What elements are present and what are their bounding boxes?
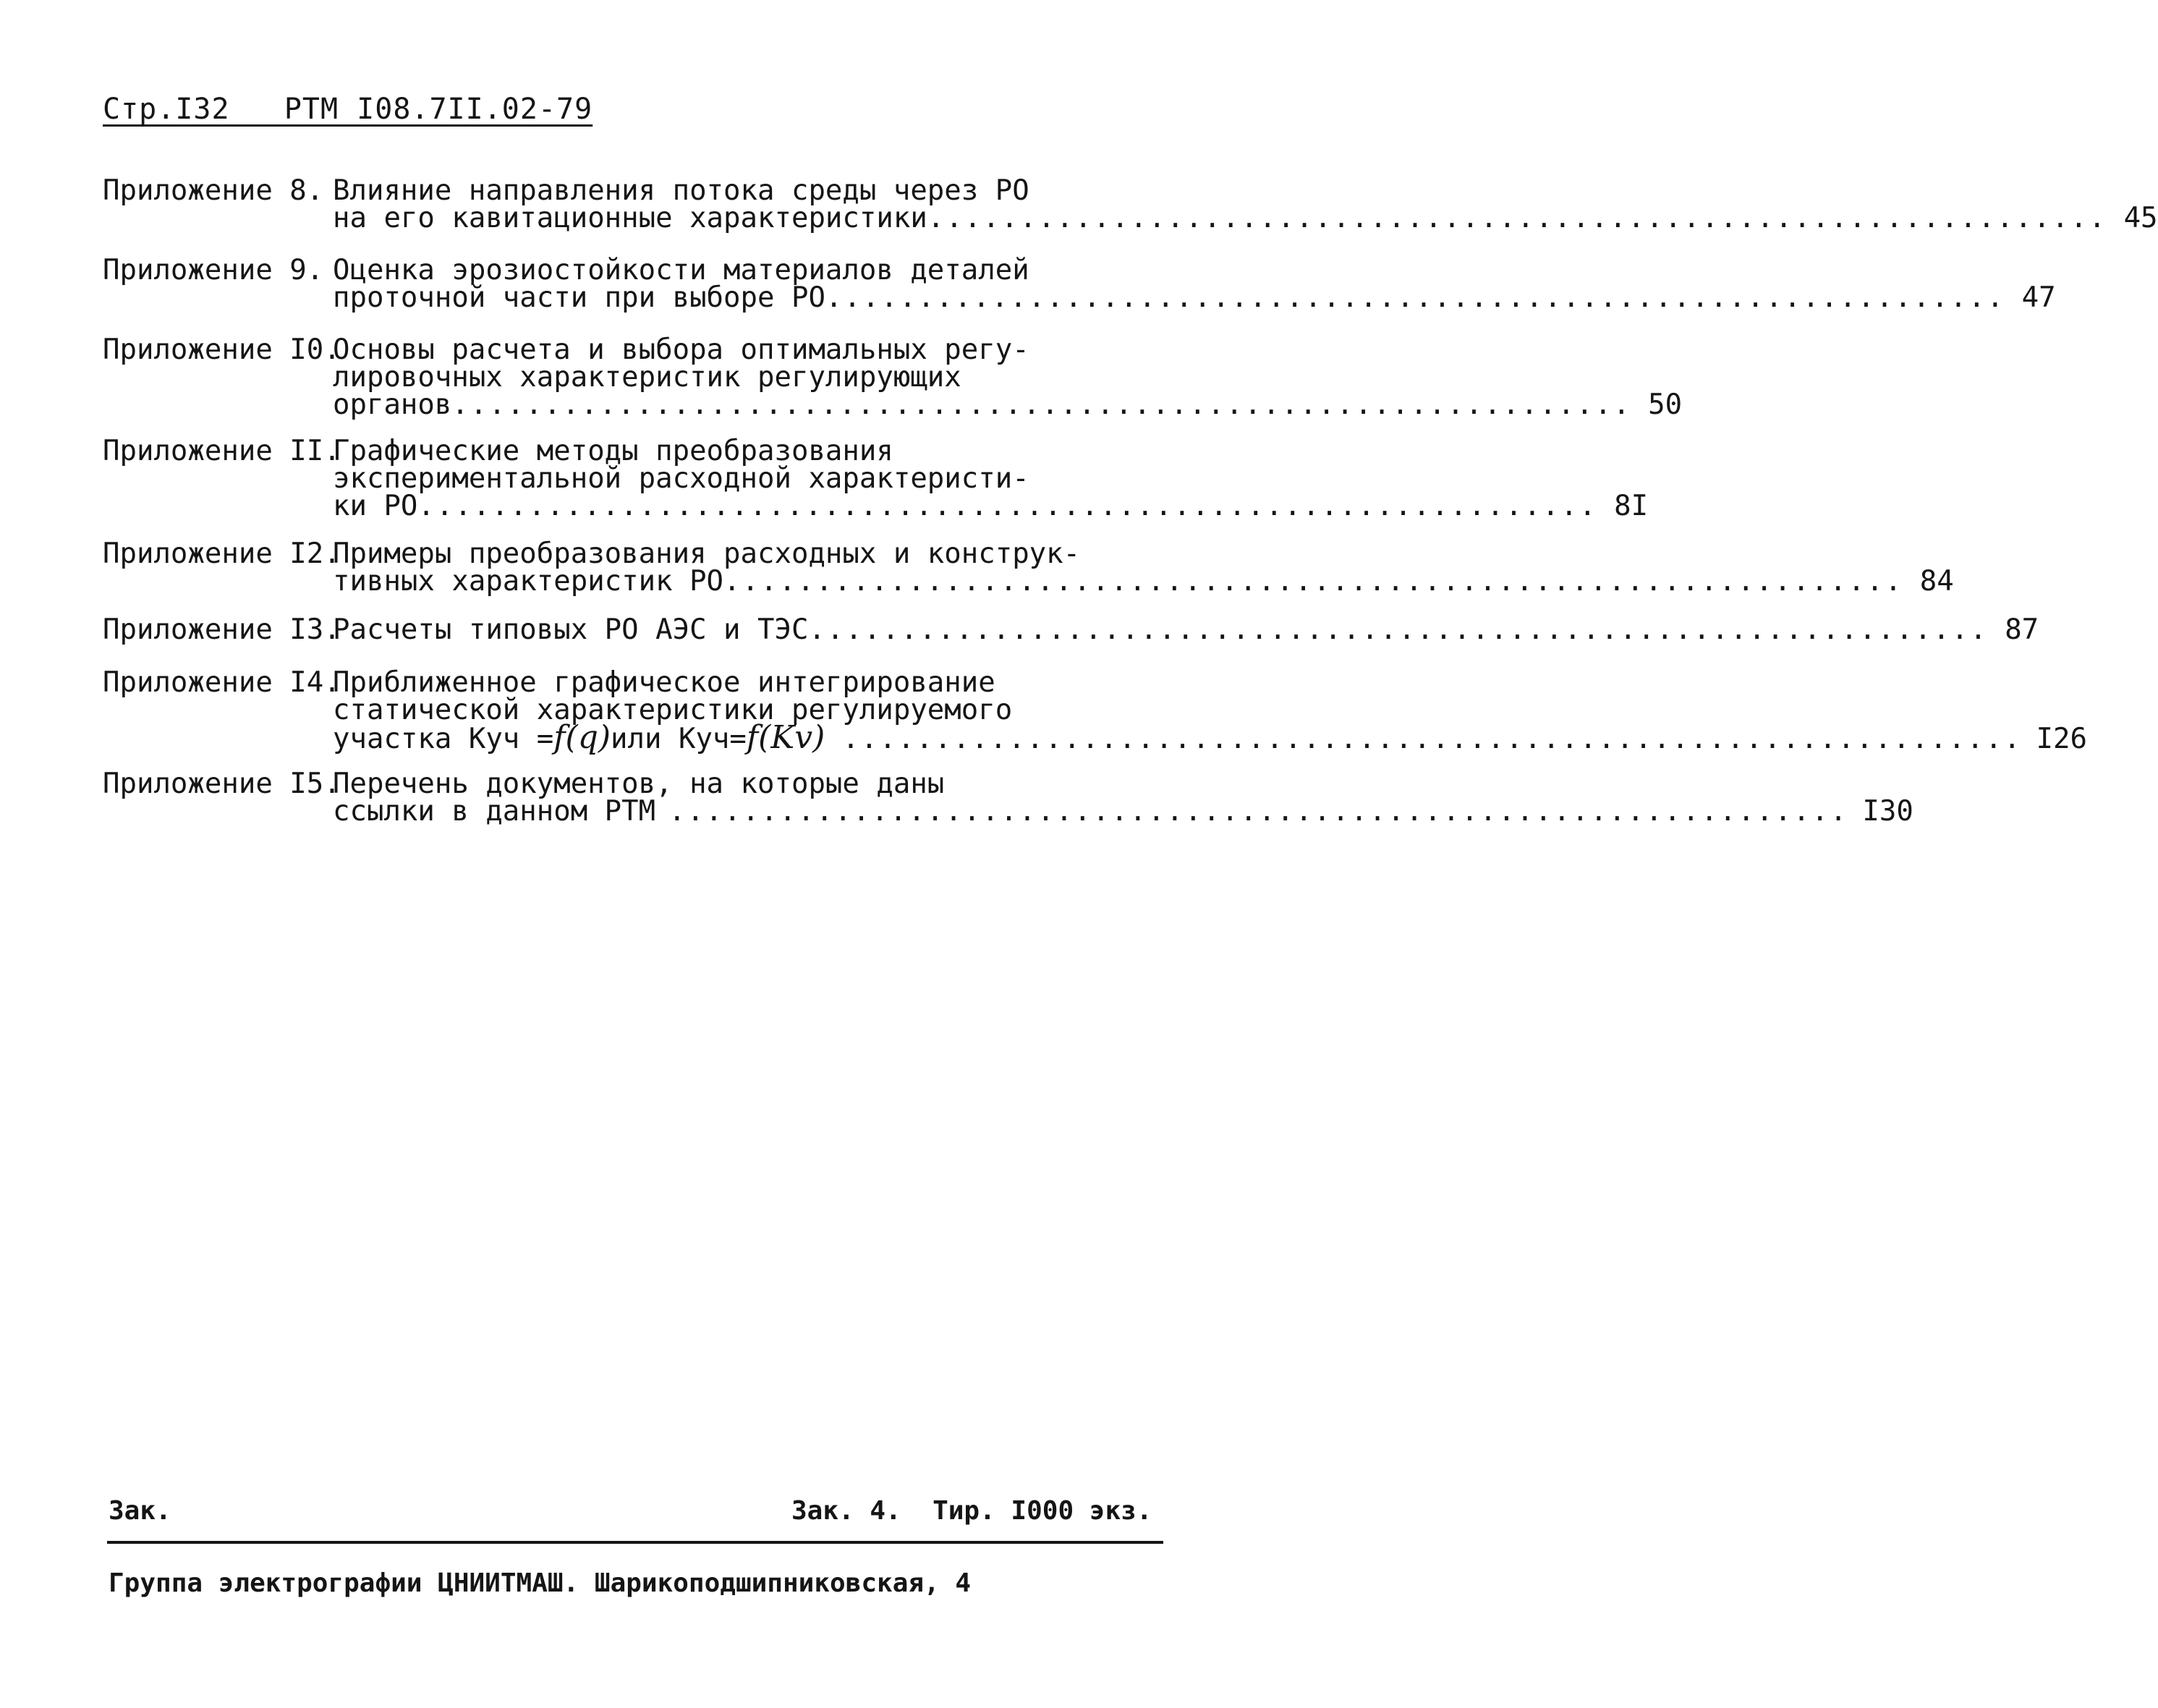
page-number: I26 [2036,723,2087,755]
entry-body [333,768,1913,828]
entry-text: ссылки в данном РТМ [333,795,656,828]
publisher-line: Группа электрографии ЦНИИТМАШ. Шарикоподшипниковская, 4 [109,1568,972,1598]
entry-text: проточной части при выборе РО [333,281,825,314]
entry-label: Приложение I2. [103,538,341,570]
page-number: I30 [1862,795,1913,828]
entry-label: Приложение I5. [103,768,341,800]
page-number: 8I [1614,490,1649,522]
entry-last-line [333,795,1913,828]
entry-line: Перечень документов, на которые даны [333,768,945,800]
handwritten-formula: f(Kv) [746,719,825,756]
entry-last-line [333,613,2039,646]
entry-text: или Куч= [611,723,747,755]
entry-last-line [333,281,2056,314]
page-number: 84 [1919,565,1954,598]
entry-text: тивных характеристик РО [333,565,724,598]
entry-last-line [333,202,2158,234]
entry-label: Приложение I4. [103,666,341,699]
entry-body [333,333,1683,421]
leader-dots: ................................................................ [668,795,1848,828]
entry-body [333,174,2158,234]
page-number: 87 [2005,613,2039,646]
entry-line: экспериментальной расходной характеристи- [333,462,1029,495]
entry-line: Графические методы преобразования [333,435,893,467]
leader-dots: ................................................................ [417,490,1598,522]
entry-text: участка Куч = [333,723,554,755]
entry-label: Приложение I0. [103,333,341,366]
entry-line: лировочных характеристик регулирующих [333,361,961,394]
entry-label: Приложение I3. [103,613,341,646]
print-run-info: Зак. 4. Тир. I000 экз. [791,1496,1152,1526]
entry-line: Примеры преобразования расходных и конструк- [333,538,1081,570]
entry-body [333,613,2039,646]
entry-text: Расчеты типовых РО АЭС и ТЭС [333,613,809,646]
entry-label: Приложение 9. [103,254,324,286]
entry-last-line [333,490,1649,522]
entry-body [333,538,1954,598]
page-header: Стр.I32 РТМ I08.7II.02-79 [103,93,593,126]
leader-dots: ................................................................ [451,388,1632,421]
entry-body [333,254,2056,314]
entry-text: органов [333,388,452,421]
entry-body [333,435,1649,522]
entry-last-line [333,565,1954,598]
footer-divider [107,1541,1163,1544]
order-label: Зак. [109,1496,171,1526]
entry-line: Основы расчета и выбора оптимальных регу- [333,333,1029,366]
leader-dots: ................................................................ [842,723,2022,755]
leader-dots: ................................................................ [723,565,1903,598]
page-number: 47 [2021,281,2056,314]
leader-dots: ................................................................ [808,613,1989,646]
entry-last-line [333,719,2087,756]
entry-line: Влияние направления потока среды через РО [333,174,1029,207]
entry-text: на его кавитационные характеристики [333,202,927,234]
page-number: 45 [2123,202,2158,234]
entry-text: ки РО [333,490,418,522]
page-number: 50 [1648,388,1683,421]
entry-line: статической характеристики регулируемого [333,694,1013,726]
entry-last-line [333,388,1683,421]
entry-body [333,666,2087,756]
leader-dots: ................................................................ [825,281,2005,314]
entry-label: Приложение II. [103,435,341,467]
entry-line: Оценка эрозиостойкости материалов деталей [333,254,1029,286]
handwritten-formula: f(q) [553,719,611,756]
leader-dots: ................................................................ [927,202,2107,234]
entry-line: Приближенное графическое интегрирование [333,666,995,699]
entry-label: Приложение 8. [103,174,324,207]
